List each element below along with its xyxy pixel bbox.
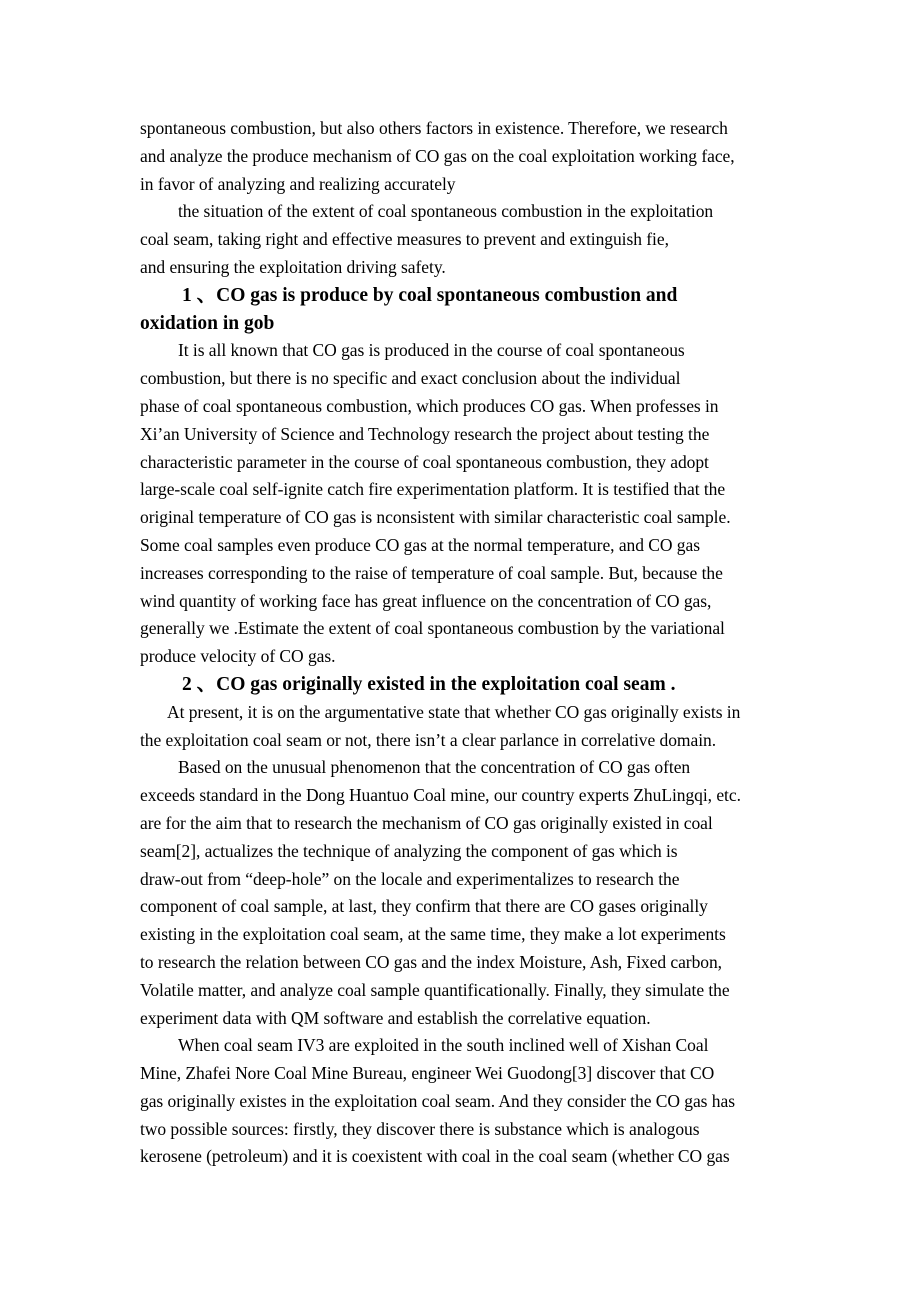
text-line: in favor of analyzing and realizing accurately: [140, 173, 456, 194]
text-line: Xi’an University of Science and Technology research the project about testing the: [140, 423, 710, 444]
text-line: At present, it is on the argumentative state that whether CO gas originally exists in: [167, 701, 741, 722]
text-line: phase of coal spontaneous combustion, which produces CO gas. When professes in: [140, 395, 719, 416]
text-line: characteristic parameter in the course of coal spontaneous combustion, they adopt: [140, 451, 709, 472]
document-body: [140, 115, 785, 1171]
text-line: existing in the exploitation coal seam, at the same time, they make a lot experiments: [140, 924, 726, 945]
text-line: original temperature of CO gas is nconsistent with similar characteristic coal sample.: [140, 507, 731, 528]
text-line: Mine, Zhafei Nore Coal Mine Bureau, engineer Wei Guodong[3] discover that CO: [140, 1063, 715, 1084]
text-line: two possible sources: firstly, they discover there is substance which is analogous: [140, 1118, 700, 1139]
text-line: Based on the unusual phenomenon that the concentration of CO gas often: [178, 757, 691, 778]
text-line: the situation of the extent of coal spontaneous combustion in the exploitation: [178, 201, 714, 222]
text-line: to research the relation between CO gas and the index Moisture, Ash, Fixed carbon,: [140, 951, 722, 972]
text-line: Some coal samples even produce CO gas at the normal temperature, and CO gas: [140, 534, 700, 555]
text-line: spontaneous combustion, but also others factors in existence. Therefore, we research: [140, 118, 728, 138]
text-line: generally we .Estimate the extent of coal spontaneous combustion by the variational: [140, 618, 725, 639]
text-line: and analyze the produce mechanism of CO gas on the coal exploitation working face,: [140, 145, 735, 166]
text-line: and ensuring the exploitation driving safety.: [140, 256, 446, 277]
text-line: experiment data with QM software and establish the correlative equation.: [140, 1007, 651, 1028]
section-1-heading-continued: oxidation in gob: [140, 312, 275, 334]
text-line: seam[2], actualizes the technique of analyzing the component of gas which is: [140, 840, 678, 861]
section-1-heading: 1 、CO gas is produce by coal spontaneous combustion and: [182, 284, 678, 306]
text-line: coal seam, taking right and effective measures to prevent and extinguish fie,: [140, 229, 669, 250]
text-line: the exploitation coal seam or not, there isn’t a clear parlance in correlative domain.: [140, 729, 717, 750]
text-line: When coal seam IV3 are exploited in the south inclined well of Xishan Coal: [178, 1035, 709, 1056]
text-line: draw-out from “deep-hole” on the locale and experimentalizes to research the: [140, 868, 680, 889]
section-2-heading: 2 、CO gas originally existed in the exploitation coal seam .: [182, 673, 676, 695]
text-line: combustion, but there is no specific and exact conclusion about the individual: [140, 368, 681, 389]
text-line: produce velocity of CO gas.: [140, 646, 336, 667]
text-line: large-scale coal self-ignite catch fire experimentation platform. It is testified that the: [140, 479, 726, 500]
text-line: are for the aim that to research the mechanism of CO gas originally existed in coal: [140, 812, 713, 833]
text-line: Volatile matter, and analyze coal sample quantificationally. Finally, they simulate the: [140, 979, 730, 1000]
text-line: component of coal sample, at last, they confirm that there are CO gases originally: [140, 896, 708, 917]
text-line: kerosene (petroleum) and it is coexistent with coal in the coal seam (whether CO gas: [140, 1146, 730, 1167]
text-line: exceeds standard in the Dong Huantuo Coal mine, our country experts ZhuLingqi, etc.: [140, 785, 741, 806]
text-line: gas originally existes in the exploitation coal seam. And they consider the CO gas has: [140, 1090, 735, 1111]
text-line: increases corresponding to the raise of temperature of coal sample. But, because the: [140, 562, 723, 583]
text-line: wind quantity of working face has great influence on the concentration of CO gas,: [140, 590, 712, 611]
text-line: It is all known that CO gas is produced in the course of coal spontaneous: [178, 340, 685, 361]
